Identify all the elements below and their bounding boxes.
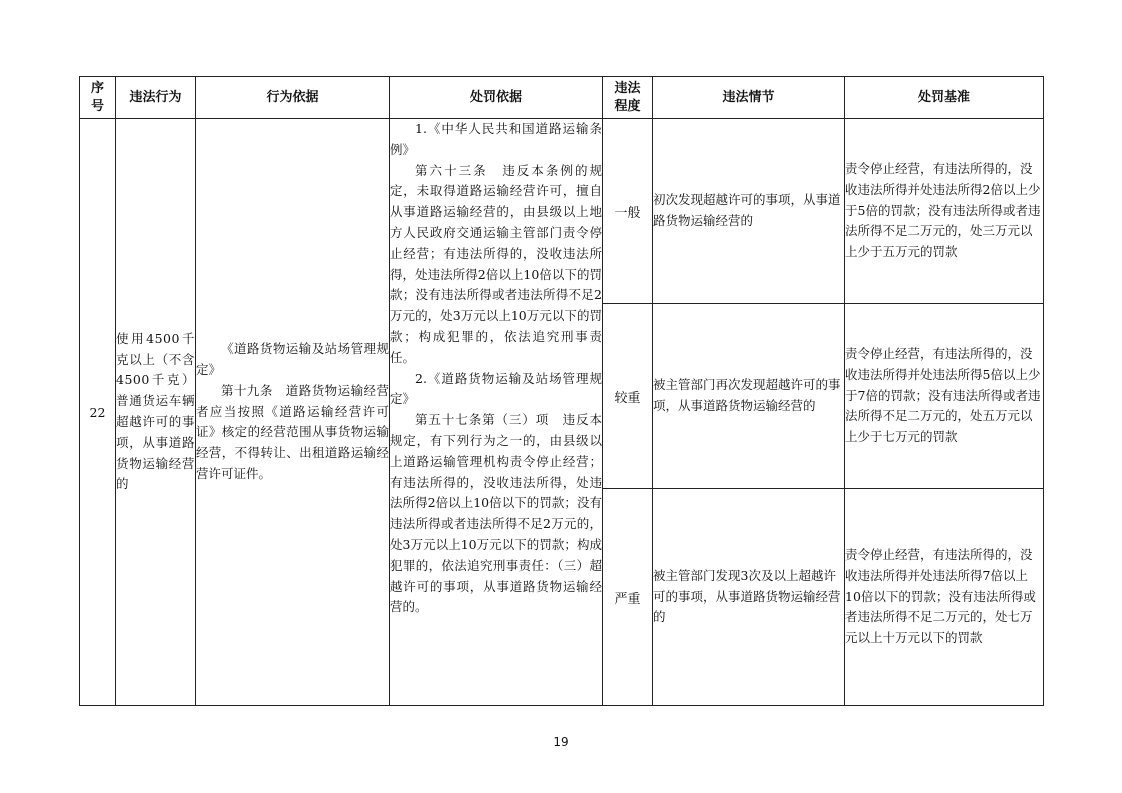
basis-article: 第十九条 道路货物运输经营者应当按照《道路运输经营许可证》核定的经营范围从事货物运输经营，不得转让、出租道路运输经营许可证件。 xyxy=(196,382,389,481)
situation-general: 初次发现超越许可的事项，从事道路货物运输经营的 xyxy=(653,119,845,304)
header-degree: 违法程度 xyxy=(603,77,653,119)
row-seq: 22 xyxy=(80,119,116,706)
page-number: 19 xyxy=(553,735,569,749)
degree-general: 一般 xyxy=(603,119,653,304)
basis-law-title: 《道路货物运输及站场管理规定》 xyxy=(196,341,389,377)
punish-law-title-2: 2.《道路货物运输及站场管理规定》 xyxy=(390,370,602,407)
row-act: 使用4500千克以上（不含4500千克）普通货运车辆超越许可的事项，从事道路货物运输经营的 xyxy=(116,119,196,706)
header-basis: 行为依据 xyxy=(196,77,390,119)
standard-serious: 责令停止经营，有违法所得的，没收违法所得并处违法所得5倍以上少于7倍的罚款；没有违法所得或者违法所得不足二万元的，处五万元以上少于七万元的罚款 xyxy=(845,304,1044,489)
header-punish-basis: 处罚依据 xyxy=(390,77,603,119)
penalty-standard-table xyxy=(79,76,1044,706)
situation-severe: 被主管部门发现3次及以上超越许可的事项，从事道路货物运输经营的 xyxy=(653,489,845,706)
header-act: 违法行为 xyxy=(116,77,196,119)
header-seq: 序号 xyxy=(80,77,116,119)
punish-article-1: 第六十三条 违反本条例的规定，未取得道路运输经营许可，擅自从事道路运输经营的，由县级以上地方人民政府交通运输主管部门责令停止经营；有违法所得的，没收违法所得，处违法所得2倍以上10倍以下的罚款；没有违法所得或者违法所得不足2万元的，处3万元以上10万元以下的罚款；构成犯罪的，依法追究刑事责任。 xyxy=(390,162,602,365)
header-situation: 违法情节 xyxy=(653,77,845,119)
degree-severe: 严重 xyxy=(603,489,653,706)
row-basis xyxy=(196,119,390,706)
punish-article-2: 第五十七条第（三）项 违反本规定，有下列行为之一的，由县级以上道路运输管理机构责令停止经营；有违法所得的，没收违法所得，处违法所得2倍以上10倍以下的罚款；没有违法所得或者违法所得不足2万元的，处3万元以上10万元以下的罚款；构成犯罪的，依法追究刑事责任：（三）超越许可的事项，从事道路货物运输经营的。 xyxy=(390,412,602,615)
situation-serious: 被主管部门再次发现超越许可的事项，从事道路货物运输经营的 xyxy=(653,304,845,489)
punish-law-title-1: 1.《中华人民共和国道路运输条例》 xyxy=(390,121,602,157)
degree-serious: 较重 xyxy=(603,304,653,489)
table-row xyxy=(80,119,1044,304)
header-standard: 处罚基准 xyxy=(845,77,1044,119)
table-header-row xyxy=(80,77,1044,119)
standard-general: 责令停止经营，有违法所得的，没收违法所得并处违法所得2倍以上少于5倍的罚款；没有违法所得或者违法所得不足二万元的，处三万元以上少于五万元的罚款 xyxy=(845,119,1044,304)
row-punish-basis xyxy=(390,119,603,706)
standard-severe: 责令停止经营，有违法所得的，没收违法所得并处违法所得7倍以上10倍以下的罚款；没有违法所得或者违法所得不足二万元的，处七万元以上十万元以下的罚款 xyxy=(845,489,1044,706)
